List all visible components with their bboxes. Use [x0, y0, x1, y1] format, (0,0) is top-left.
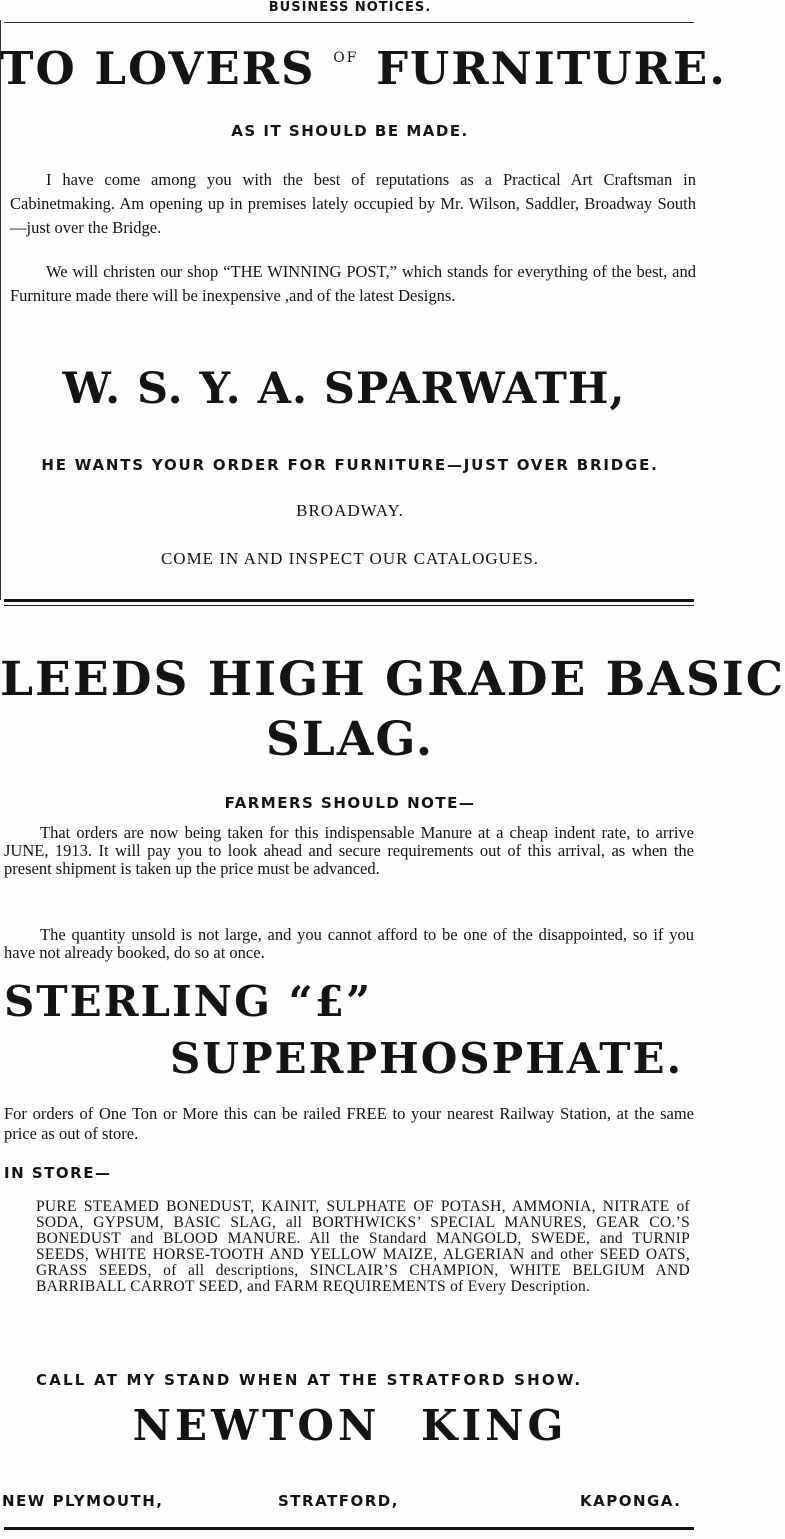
- in-store-heading: IN STORE—: [4, 1164, 112, 1182]
- title-of: OF: [333, 50, 359, 66]
- superphosphate-heading: SUPERPHOSPHATE.: [170, 1034, 684, 1083]
- title-part-b: FURNITURE.: [376, 42, 727, 95]
- free-rail-paragraph: For orders of One Ton or More this can be railed FREE to your nearest Railway Station, at the same price as out of store.: [4, 1104, 694, 1143]
- furniture-ad-paragraph-1: I have come among you with the best of reputations as a Practical Art Craftsman in Cabinetmaking. Am opening up in premises lately occupied by Mr. Wilson, Saddler, Broadway South—just over the Bridge.: [10, 170, 696, 237]
- show-stand-notice: CALL AT MY STAND WHEN AT THE STRATFORD SHOW.: [36, 1371, 583, 1389]
- furniture-ad-title: [0, 42, 727, 95]
- bottom-rule: [4, 1527, 694, 1530]
- slag-ad-title-line-2: SLAG.: [265, 712, 435, 767]
- furniture-ad-subtitle: AS IT SHOULD BE MADE.: [231, 122, 469, 140]
- town-stratford: STRATFORD,: [278, 1492, 399, 1510]
- header-rule: [4, 22, 694, 23]
- title-part-a: TO LOVERS: [0, 42, 316, 95]
- section-divider-top: [4, 599, 694, 602]
- furniture-ad-invite: COME IN AND INSPECT OUR CATALOGUES.: [160, 549, 540, 568]
- slag-ad-title-line-1: LEEDS HIGH GRADE BASIC: [0, 652, 785, 707]
- section-divider-bottom: [4, 605, 694, 606]
- furniture-ad-tagline: HE WANTS YOUR ORDER FOR FURNITURE—JUST OVER BRIDGE.: [41, 456, 659, 474]
- furniture-ad-location: BROADWAY.: [296, 501, 404, 520]
- town-new-plymouth: NEW PLYMOUTH,: [2, 1492, 164, 1510]
- merchant-name: NEWTON KING: [132, 1401, 568, 1450]
- store-items-list: PURE STEAMED BONEDUST, KAINIT, SULPHATE OF POTASH, AMMONIA, NITRATE of SODA, GYPSUM, BASIC SLAG, all BORTHWICKS’ SPECIAL MANURES, GEAR CO.’S BONEDUST and BLOOD MANURE. All the Standard MANGOLD, SWEDE, and TURNIP SEEDS, WHITE HORSE-TOOTH AND YELLOW MAIZE, ALGERIAN and other SEED OATS, GRASS SEEDS, of all descriptions, SINCLAIR’S CHAMPION, WHITE BELGIUM AND BARRIBALL CARROT SEED, and FARM REQUIREMENTS of Every Description.: [36, 1198, 690, 1295]
- slag-ad-paragraph-1: That orders are now being taken for this indispensable Manure at a cheap indent rate, to arrive JUNE, 1913. It will pay you to look ahead and secure requirements out of this arrival, as when the present shipment is taken up the price must be advanced.: [4, 823, 694, 878]
- sterling-heading: STERLING “£”: [4, 977, 373, 1026]
- furniture-ad-paragraph-2: We will christen our shop “THE WINNING POST,” which stands for everything of the best, and Furniture made there will be inexpensive ,and of the latest Designs.: [10, 262, 696, 305]
- slag-ad-paragraph-2: The quantity unsold is not large, and you cannot afford to be one of the disappointed, so if you have not already booked, do so at once.: [4, 925, 694, 962]
- slag-ad-subtitle: FARMERS SHOULD NOTE—: [224, 794, 476, 812]
- town-kaponga: KAPONGA.: [580, 1492, 682, 1510]
- section-header: BUSINESS NOTICES.: [268, 0, 432, 15]
- craftsman-name: W. S. Y. A. SPARWATH,: [62, 364, 626, 414]
